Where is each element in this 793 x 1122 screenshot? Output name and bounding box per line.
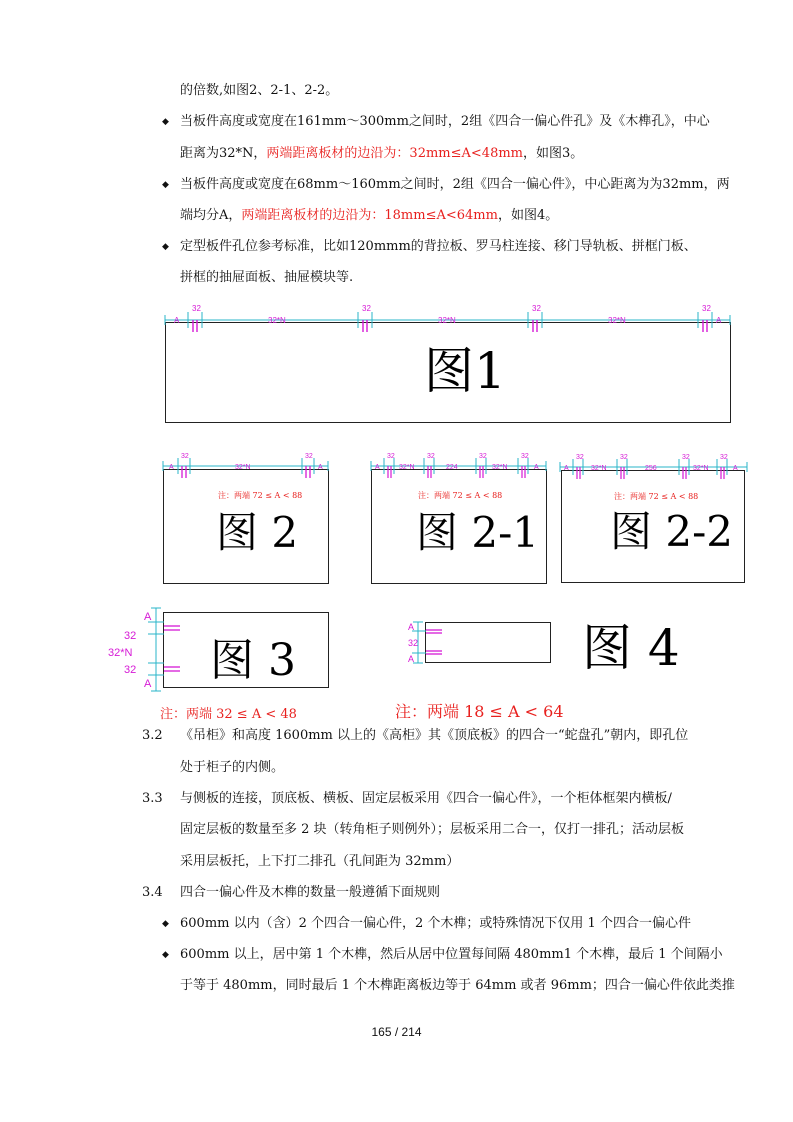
dim-label: 32*N: [268, 316, 286, 325]
dim-label: A: [375, 464, 380, 471]
bullet-icon: ◆: [162, 180, 169, 190]
dim-label: 32: [387, 453, 395, 460]
figure-2-2-note: 注：两端 72 ≤ A < 88: [614, 492, 699, 501]
figure-2-note: 注：两端 72 ≤ A < 88: [218, 491, 303, 500]
dim-label: A: [144, 611, 152, 623]
figure-2-2-label: 图 2-2: [610, 507, 733, 556]
figure-2-panel: [163, 469, 329, 584]
figure-3-note: 注：两端 32 ≤ A < 48: [160, 707, 297, 722]
bullet-icon: ◆: [162, 117, 169, 127]
figure-3-label: 图 3: [210, 635, 296, 686]
dim-label: 32: [720, 454, 728, 461]
page-number: 165 / 214: [371, 1025, 422, 1039]
dim-label: 32: [532, 304, 541, 313]
figure-4-dimensions: [400, 618, 450, 668]
dim-label: A: [534, 464, 539, 471]
dim-label: 32: [362, 304, 371, 313]
dim-label: 32: [124, 630, 137, 642]
text-line: 拼框的抽屉面板、抽屉模块等.: [180, 270, 354, 285]
dim-label: 32: [192, 304, 201, 313]
text-line: 端均分A，两端距离板材的边沿为：18mm≤A<64mm，如图4。: [180, 208, 559, 223]
text-line: 600mm 以上，居中第 1 个木榫，然后从居中位置每间隔 480mm1 个木榫，最后 1 个间隔小: [180, 947, 723, 962]
dim-label: 32: [181, 453, 189, 460]
text-line: 于等于 480mm，同时最后 1 个木榫距离板边等于 64mm 或者 96mm；四合一偏心件依此类推: [180, 978, 735, 993]
bullet-icon: ◆: [162, 919, 169, 929]
figure-2-1-panel: [371, 469, 547, 584]
text-line: 定型板件孔位参考标准，比如120mmm的背拉板、罗马柱连接、移门导轨板、拼框门板、: [180, 239, 697, 254]
text-line: 距离为32*N，两端距离板材的边沿为：32mm≤A<48mm，如图3。: [180, 146, 584, 161]
figure-2-1-note: 注：两端 72 ≤ A < 88: [418, 491, 503, 500]
figure-3-dimensions: [100, 605, 190, 695]
dim-label: A: [169, 464, 174, 471]
dim-label: 32: [576, 454, 584, 461]
figure-4-label: 图 4: [582, 619, 680, 677]
dim-label: 224: [446, 464, 458, 471]
figure-2-2-dimensions: [557, 451, 752, 486]
figure-2-1-label: 图 2-1: [416, 508, 539, 557]
figure-1-label: 图1: [424, 342, 506, 400]
text-line: 固定层板的数量至多 2 块（转角柜子则例外）；层板采用二合一，仅打一排孔；活动层板: [180, 822, 685, 837]
text-line: 采用层板托，上下打二排孔（孔间距为 32mm）: [180, 854, 460, 869]
text-line: 当板件高度或宽度在161mm～300mm之间时，2组《四合一偏心件孔》及《木榫孔》，中心: [180, 114, 710, 129]
text-line: 《吊柜》和高度 1600mm 以上的《高柜》其《顶底板》的四合一“蛇盘孔”朝内，即孔位: [180, 728, 689, 743]
figure-2-2-panel: [561, 470, 745, 583]
dim-label: 32: [620, 454, 628, 461]
dim-label: 32: [305, 453, 313, 460]
dim-label: A: [408, 654, 415, 664]
dim-label: A: [174, 316, 180, 325]
section-number: 3.2: [142, 728, 163, 743]
dim-label: 32: [702, 304, 711, 313]
text-line: 四合一偏心件及木榫的数量一般遵循下面规则: [180, 885, 441, 900]
dim-label: A: [564, 465, 569, 472]
text-line: 处于柜子的内侧。: [180, 760, 285, 775]
dim-label: A: [733, 465, 738, 472]
text-line: 当板件高度或宽度在68mm～160mm之间时，2组《四合一偏心件》，中心距离为为32mm，两: [180, 177, 730, 192]
figure-2-label: 图 2: [216, 508, 299, 557]
dim-label: 32*N: [492, 464, 508, 471]
dim-label: 32: [427, 453, 435, 460]
bullet-icon: ◆: [162, 950, 169, 960]
figure-2-dimensions: [160, 450, 335, 485]
dim-label: 32*N: [108, 647, 133, 659]
text-line: 与侧板的连接，顶底板、横板、固定层板采用《四合一偏心件》，一个柜体框架内横板/: [180, 791, 672, 806]
dim-label: A: [408, 622, 415, 632]
dim-label: 32: [682, 454, 690, 461]
text-line: 的倍数,如图2、2-1、2-2。: [180, 83, 339, 98]
dim-label: A: [716, 316, 722, 325]
section-number: 3.4: [142, 885, 163, 900]
dim-label: A: [144, 678, 152, 690]
dim-label: 256: [645, 465, 657, 472]
bullet-icon: ◆: [162, 242, 169, 252]
dim-label: 32*N: [235, 464, 251, 471]
figure-1-dimensions: [160, 300, 740, 340]
dim-label: 32*N: [693, 465, 709, 472]
dim-label: 32: [479, 453, 487, 460]
dim-label: A: [318, 464, 323, 471]
dim-label: 32*N: [591, 465, 607, 472]
text-line: 600mm 以内（含）2 个四合一偏心件，2 个木榫；或特殊情况下仅用 1 个四合一偏心件: [180, 916, 691, 931]
dim-label: 32*N: [438, 316, 456, 325]
figure-4-note: 注：两端 18 ≤ A < 64: [395, 702, 564, 721]
figure-2-1-dimensions: [368, 450, 553, 485]
section-number: 3.3: [142, 791, 163, 806]
dim-label: 32: [408, 638, 419, 648]
dim-label: 32: [521, 453, 529, 460]
dim-label: 32*N: [399, 464, 415, 471]
dim-label: 32*N: [608, 316, 626, 325]
dim-label: 32: [124, 664, 137, 676]
